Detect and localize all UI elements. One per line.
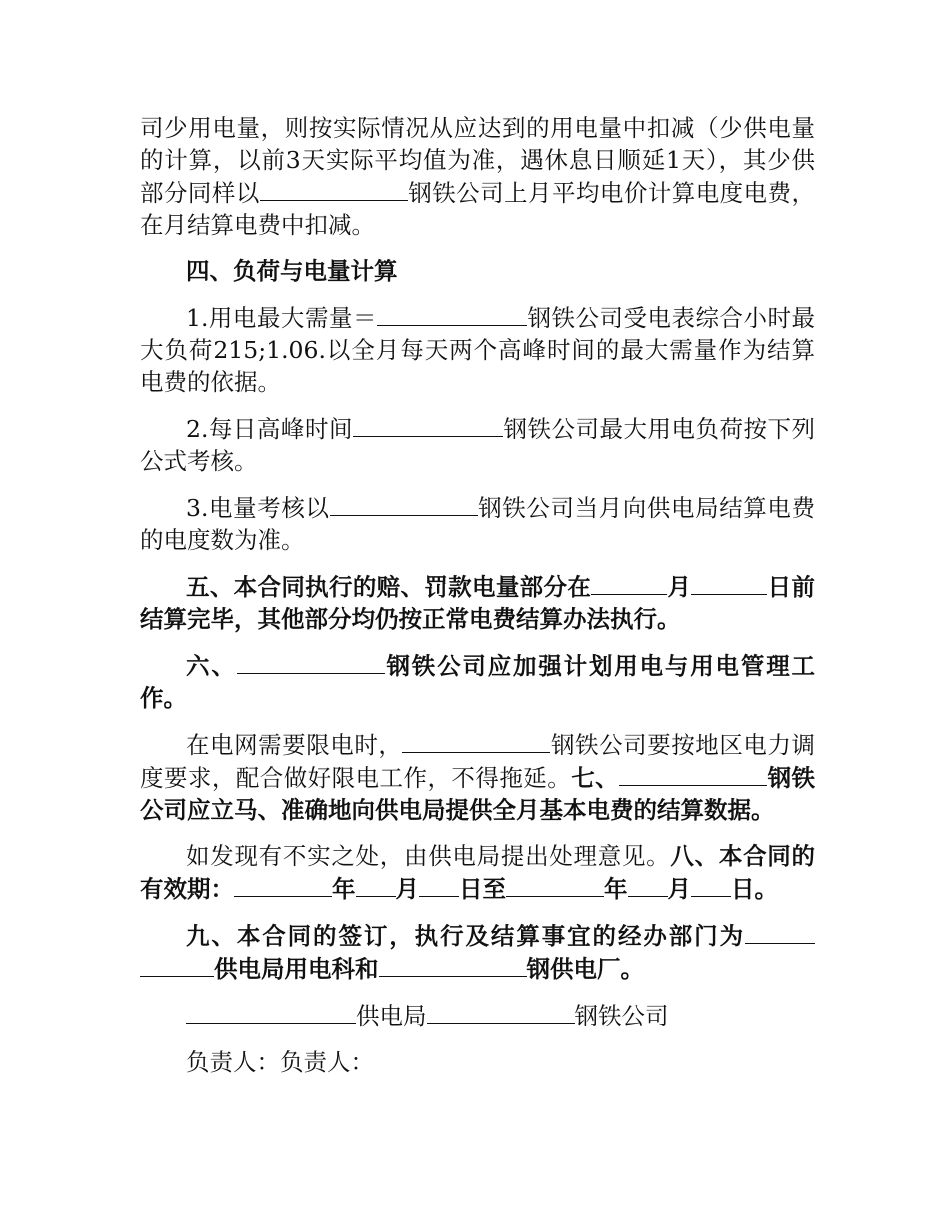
item-2-suffix: 钢铁公司最大用电负荷按下列公式考核。	[140, 415, 816, 475]
section-6-suffix: 钢铁公司应加强计划用电与用电管理工作。	[140, 652, 816, 712]
blank-field[interactable]	[619, 761, 767, 786]
item-3	[140, 491, 815, 556]
blank-field[interactable]	[691, 570, 767, 595]
item-2-prefix: 2.每日高峰时间	[186, 415, 353, 443]
section-9-middle: 供电局用电科和	[214, 955, 379, 983]
blank-field[interactable]	[237, 649, 385, 674]
blank-field[interactable]	[628, 872, 668, 897]
blank-field[interactable]	[591, 570, 667, 595]
section-7-suffix: 钢铁公司应立马、准确地向供电局提供全月基本电费的结算数据。	[140, 764, 816, 824]
validity-month-1: 月	[395, 875, 419, 903]
item-3-prefix: 3.电量考核以	[186, 494, 330, 522]
blank-field[interactable]	[745, 919, 815, 944]
blank-field[interactable]	[427, 999, 575, 1024]
item-1-suffix: 钢铁公司受电表综合小时最大负荷215;1.06.以全月每天两个高峰时间的最大需量作为结算电费的依据。	[140, 304, 815, 396]
section-9	[140, 919, 815, 985]
item-1	[140, 301, 815, 398]
signature-company: 钢铁公司	[574, 1002, 669, 1030]
validity-year-2: 年	[604, 875, 628, 903]
item-2	[140, 412, 815, 477]
blank-field[interactable]	[377, 301, 527, 326]
paragraph-limit	[140, 728, 815, 826]
section-5-month: 月	[667, 573, 692, 601]
validity-day-to: 日至	[459, 875, 506, 903]
validity-year-1: 年	[332, 875, 356, 903]
section-7-prefix: 七、	[571, 764, 620, 792]
responsible-persons: 负责人：负责人：	[186, 1048, 374, 1076]
signature-bureau: 供电局	[356, 1002, 427, 1030]
paragraph-reduction	[140, 112, 815, 241]
section-4-heading: 四、负荷与电量计算	[186, 257, 398, 285]
section-5-suffix: 日前结算完毕，其他部分均仍按正常电费结算办法执行。	[140, 573, 816, 633]
blank-field[interactable]	[506, 872, 604, 897]
blank-field[interactable]	[419, 872, 459, 897]
blank-field[interactable]	[353, 412, 503, 437]
document-body	[140, 112, 815, 1092]
item-3-suffix: 钢铁公司当月向供电局结算电费的电度数为准。	[140, 494, 816, 554]
section-8-prefix: 八、本合同的有效期：	[140, 842, 816, 903]
item-1-prefix: 1.用电最大需量＝	[186, 304, 377, 332]
validity-end: 日。	[731, 875, 778, 903]
paragraph-validity	[140, 840, 815, 905]
validity-month-2: 月	[667, 875, 691, 903]
section-9-suffix: 钢供电厂。	[526, 955, 644, 983]
blank-field[interactable]	[234, 872, 332, 897]
blank-field[interactable]	[402, 728, 550, 753]
reduction-text-b: 钢铁公司上月平均电价计算电度电费，在月结算电费中扣减。	[140, 179, 816, 239]
signature-line	[140, 999, 815, 1032]
section-5-prefix: 五、本合同执行的赔、罚款电量部分在	[186, 573, 592, 601]
blank-field[interactable]	[356, 872, 396, 897]
blank-field[interactable]	[260, 176, 408, 201]
blank-field[interactable]	[330, 491, 478, 516]
blank-field[interactable]	[691, 872, 731, 897]
section-6	[140, 649, 815, 714]
reduction-text-a: 司少用电量，则按实际情况从应达到的用电量中扣减（少供电量的计算，以前3天实际平均值为准，遇休息日顺延1天），其少供部分同样以	[140, 114, 815, 207]
blank-field[interactable]	[379, 952, 527, 977]
section-9-prefix: 九、本合同的签订，执行及结算事宜的经办部门为	[186, 922, 745, 950]
blank-field[interactable]	[140, 952, 214, 977]
blank-field[interactable]	[186, 999, 356, 1024]
validity-normal: 如发现有不实之处，由供电局提出处理意见。	[186, 842, 671, 870]
limit-middle: 钢铁公司要按地区电力调度要求，配合做好限电工作，不得拖延。	[140, 731, 816, 792]
limit-prefix: 在电网需要限电时，	[186, 731, 403, 759]
section-5	[140, 570, 815, 635]
section-6-prefix: 六、	[186, 652, 237, 680]
